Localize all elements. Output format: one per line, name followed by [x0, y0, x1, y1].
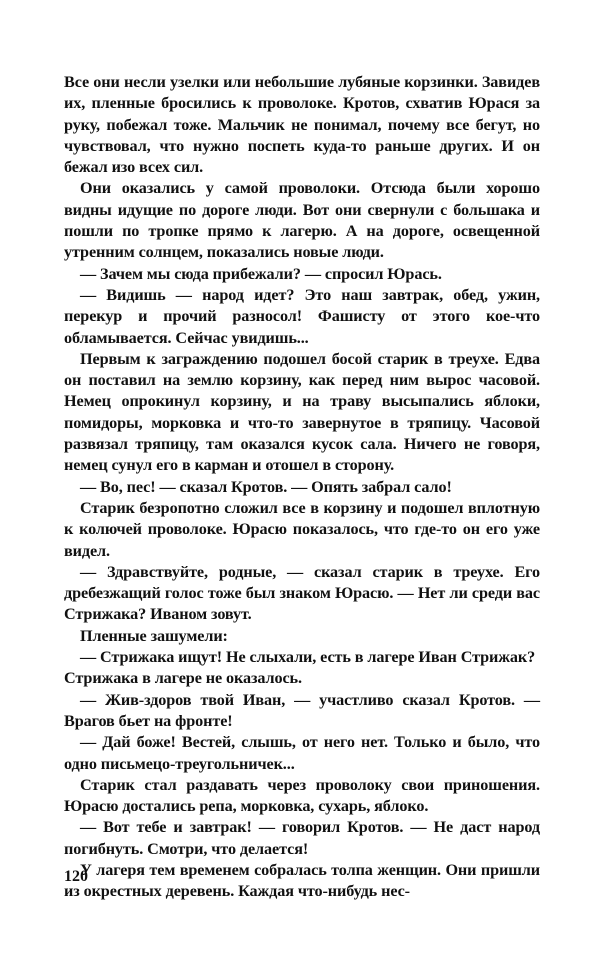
paragraph-9: Пленные зашумели: — [80, 626, 228, 645]
paragraph-10: — Стрижака ищут! Не слыхали, есть в лагере Иван Стрижак? — [80, 648, 536, 667]
page-body — [64, 72, 540, 903]
page-number: 120 — [64, 868, 88, 885]
paragraph-5: Первым к заграждению подошел босой старик в треухе. Едва он поставил на землю корзину, как перед ним вырос часовой. Немец опрокинул корзину, и на траву высыпались яблоки, помидоры, морковка и что-то завернутое в тряпицу. Часовой развязал тряпицу, там оказался кусок сала. Ничего не говоря, немец сунул его в карман и отошел в сторону. — [64, 349, 540, 475]
paragraph-2: Они оказались у самой проволоки. Отсюда были хорошо видны идущие по дороге люди. Вот они свернули с большака и пошли по тропке прямо к лагерю. А на дороге, освещенной утренним солнцем, показались новые люди. — [64, 179, 540, 262]
paragraph-15: — Вот тебе и завтрак! — говорил Кротов. — Не даст народ погибнуть. Смотри, что делается! — [64, 818, 540, 858]
paragraph-14: Старик стал раздавать через проволоку свои приношения. Юрасю достались репа, морковка, сухарь, яблоко. — [64, 775, 540, 816]
paragraph-6: — Во, пес! — сказал Кротов. — Опять забрал сало! — [80, 477, 452, 496]
paragraph-13: — Дай боже! Вестей, слышь, от него нет. Только и было, что одно письмецо-треугольничек... — [64, 733, 540, 773]
paragraph-16: У лагеря тем временем собралась толпа женщин. Они пришли из окрестных деревень. Каждая что-нибудь нес- — [64, 860, 540, 901]
paragraph-8: — Здравствуйте, родные, — сказал старик в треухе. Его дребезжащий голос тоже был знаком Юрасю. — Нет ли среди вас Стрижака? Иваном зовут. — [64, 562, 540, 624]
paragraph-4: — Видишь — народ идет? Это наш завтрак, обед, ужин, перекур и прочий разносол! Фашисту от этого кое-что обламывается. Сейчас увидишь... — [64, 285, 540, 347]
paragraph-12: — Жив-здоров твой Иван, — участливо сказал Кротов. — Врагов бьет на фронте! — [64, 690, 540, 730]
paragraph-7: Старик безропотно сложил все в корзину и подошел вплотную к колючей проволоке. Юрасю показалось, что где-то он его уже видел. — [64, 498, 540, 560]
paragraph-1: Все они несли узелки или небольшие лубяные корзинки. Завидев их, пленные бросились к проволоке. Кротов, схватив Юрася за руку, побежал тоже. Мальчик не понимал, почему все бегут, но чувствовал, что нужно поспеть куда-то раньше других. И он бежал изо всех сил. — [64, 73, 540, 177]
paragraph-3: — Зачем мы сюда прибежали? — спросил Юрась. — [80, 264, 442, 283]
paragraph-11: Стрижака в лагере не оказалось. — [64, 669, 302, 688]
